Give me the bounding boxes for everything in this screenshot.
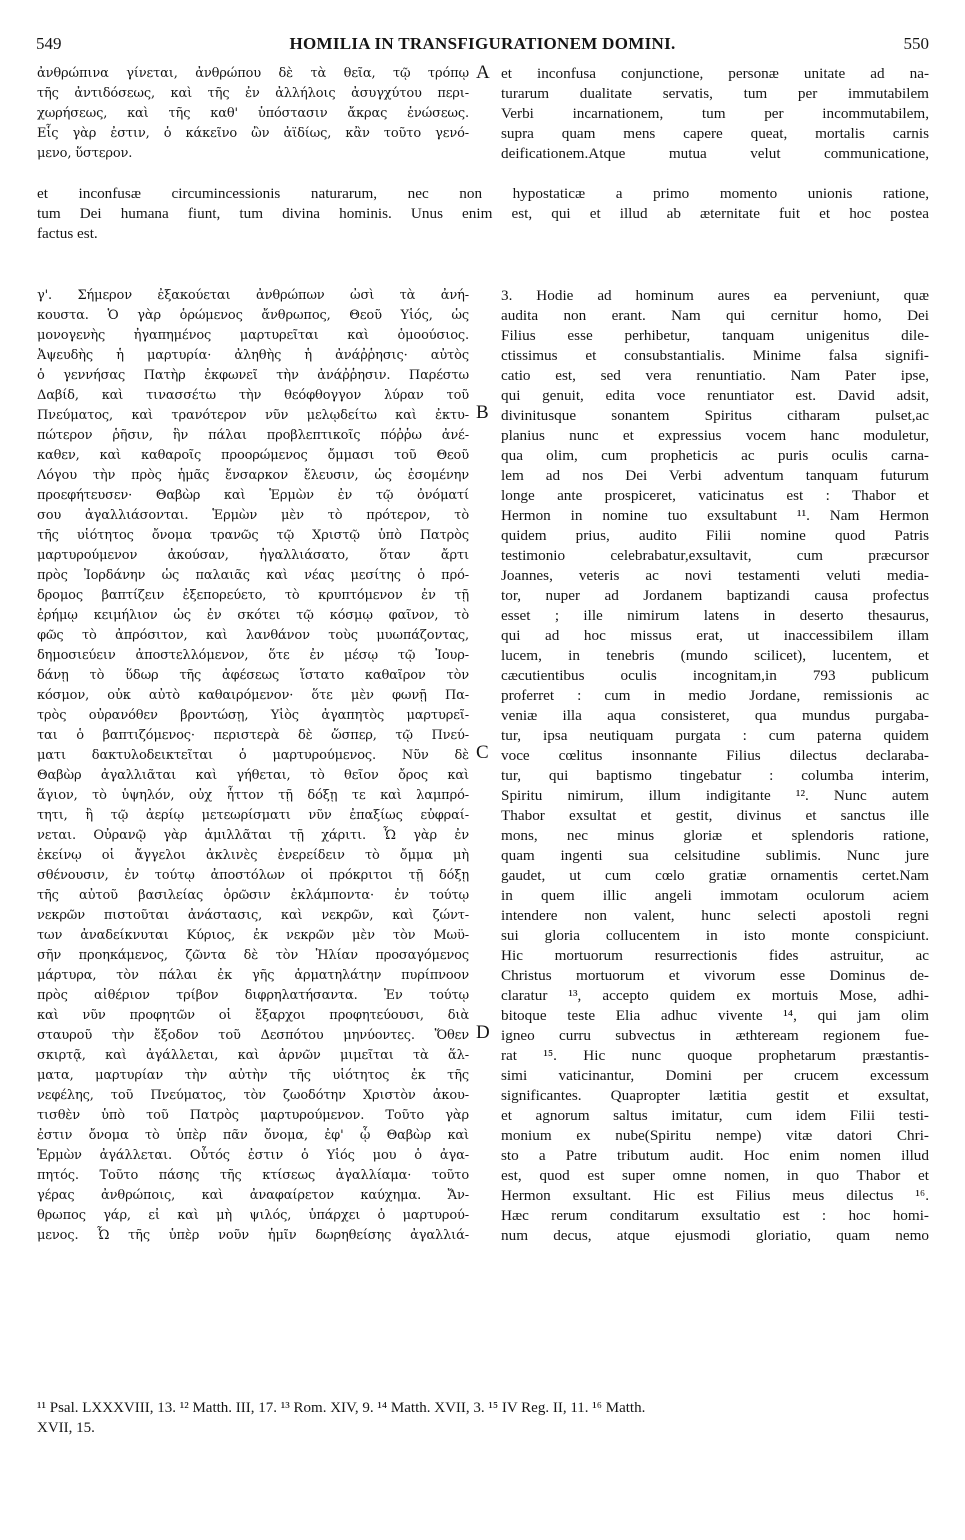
latin-line: deificationem.Atque mutua velut communicatione, <box>501 145 929 162</box>
greek-line: Εἷς γὰρ ἐστιν, ὁ κάκεῖνο ὢν ἀϊδίως, κἂν τοῦτο γενό- <box>37 126 469 141</box>
right-page-number: 550 <box>903 34 929 53</box>
latin-line: Verbi incarnationem, tum per incommutabilem, <box>501 105 929 122</box>
greek-line: πώτερον ῥῆσιν, ἣν πάλαι προβλεπτικοῖς πόῤῥω ἀνέ- <box>37 428 469 443</box>
latin-line: sto a Patre tributum audit. Hoc enim nomen illud <box>501 1147 929 1164</box>
greek-line: κουστα. Ὁ γὰρ ὁρώμενος ἄνθρωπος, Θεοῦ Υἱός, ὡς <box>37 308 469 323</box>
latin-column-main <box>501 286 929 1246</box>
greek-line: ματα, μαρτυρίαν τὴν αὐτὴν τῆς υἱότητος ἐκ τῆς <box>37 1068 469 1083</box>
page-title: HOMILIA IN TRANSFIGURATIONEM DOMINI. <box>289 34 676 53</box>
greek-line: πητός. Τοῦτο πάσης τῆς κτίσεως ἀγαλλίαμα· τοῦτο <box>37 1168 469 1183</box>
latin-line: tum Dei humana fiunt, tum divina hominis. Unus enim est, qui et illud ab æternitate fuit et hoc postea <box>37 205 929 222</box>
greek-line: ἐστιν ὄνομα τὸ ὑπὲρ πᾶν ὄνομα, ἐφ' ᾧ Θαβὼρ καὶ <box>37 1128 469 1143</box>
greek-line: φῶς τὸ ἀπρόσιτον, καὶ λανθάνον τοὺς μυωπάζοντας, <box>37 628 469 643</box>
latin-line: supra quam mens capere queat, mortalis carnis <box>501 125 929 142</box>
latin-line: mons, nec minus gloriæ et splendoris ratione, <box>501 827 929 844</box>
margin-marker-d: D <box>476 1022 490 1043</box>
greek-line: καθεν, καὶ καθαροῖς προορώμενος ὄμμασι τοῦ Θεοῦ <box>37 448 469 463</box>
margin-marker-a: A <box>476 62 490 83</box>
latin-line: monium ex nube(Spiritu nempe) vitæ datori Chri- <box>501 1127 929 1144</box>
latin-line: Hermon in nomine tuo exsultabunt ¹¹. Nam Hermon <box>501 507 929 524</box>
greek-line: νεται. Οὐρανῷ γὰρ ἁμιλλᾶται τῇ χάριτι. Ὧ γὰρ ἐν <box>37 828 469 843</box>
greek-line: νεφέλης, τοῦ Πνεύματος, τὸν ζωοδότην Χριστὸν ἀκου- <box>37 1088 469 1103</box>
greek-line: τῆς υἱότητος ὄνομα τρανῶς τῷ Χριστῷ ὑπὸ Πατρὸς <box>37 528 469 543</box>
greek-line: κόσμον, οὐκ αὐτὸ καθαιρόμενον· ὅτε μὲν φωνῇ Πα- <box>37 688 469 703</box>
latin-line: planius nunc et expressius vocem hanc moduletur, <box>501 427 929 444</box>
latin-line: igneo curru subvectus in æthteream regionem fue- <box>501 1027 929 1044</box>
latin-line: gaudet, ut cum cœlo gratiæ ornamentis certet.Nam <box>501 867 929 884</box>
latin-line: Joannes, veteris ac novi testamenti veluti media- <box>501 567 929 584</box>
latin-line: intendere non valent, hunc selecti apostoli regni <box>501 907 929 924</box>
latin-column-top <box>501 64 929 164</box>
greek-line: μαρτυρούμενον ἀκούσαν, ἠγαλλιάσατο, ὅταν ἄρτι <box>37 548 469 563</box>
margin-marker-c: C <box>476 742 489 763</box>
latin-line: Hermon exsultant. Hic est Filius meus dilectus ¹⁶. <box>501 1187 929 1204</box>
greek-line: πρὸς αἰθέριον τρίβον διφρηλατήσαντα. Ἐν τούτῳ <box>37 988 469 1003</box>
latin-line: voce cœlitus insonnante Filius dilectus declaraba- <box>501 747 929 764</box>
greek-line: χωρήσεως, καὶ τῆς καθ' ὑπόστασιν ἄκρας ἑνώσεως. <box>37 106 469 121</box>
greek-line: τητι, ἢ τῷ ἀερίῳ μετεωρίσματι νῦν ἐπαξίως εὐφραί- <box>37 808 469 823</box>
greek-line: σκιρτᾷ, καὶ ἀγάλλεται, καὶ ἀρνῶν μιμεῖται τὰ ἅλ- <box>37 1048 469 1063</box>
latin-line: turarum dualitate servatis, tum per immutabilem <box>501 85 929 102</box>
latin-line: lucem, in tenebris (mundo scilicet), lucentem, et <box>501 647 929 664</box>
greek-line: δρομος βαπτίζειν ἐξεπορεύετο, τὸ κρυπτόμενον ἐν τῇ <box>37 588 469 603</box>
greek-line: ἅγιον, τὸ ὑψηλόν, οὐχ ἧττον τῇ δόξῃ τε καὶ λαμπρό- <box>37 788 469 803</box>
greek-line: σῆν προηκάμενος, ζῶντα δὲ τὸν Ἠλίαν προσαγόμενος <box>37 948 469 963</box>
latin-line: quam ingenti sua celsitudine sublimis. Nunc jure <box>501 847 929 864</box>
latin-line: quidem prius, audito Filii nomine quod Patris <box>501 527 929 544</box>
greek-line: μενο, ὕστερον. <box>37 146 133 161</box>
latin-line: audita non erant. Nam qui cernitur homo, Dei <box>501 307 929 324</box>
latin-line: bitoque teste Elia adhuc vivente ¹⁴, qui jam olim <box>501 1007 929 1024</box>
greek-line: Πνεύματος, καὶ τρανότερον νῦν μελῳδείτω καὶ ἐκτυ- <box>37 408 469 423</box>
greek-line: μονογενὴς ἠγαπημένος μαρτυρεῖται καὶ ὁμοούσιος. <box>37 328 469 343</box>
greek-column-top <box>37 64 469 164</box>
greek-line: γέρας ἀνθρώποις, καὶ ἀναφαίρετον καύχημα. Ἄν- <box>37 1188 469 1203</box>
latin-line: Thabor exsultat et gestit, divinus et sanctus ille <box>501 807 929 824</box>
greek-line: σταυροῦ τὴν ἔξοδον τοῦ Δεσπότου μηνύοντες. Ὅθεν <box>37 1028 469 1043</box>
latin-line: num decus, atque ejusmodi gloriatio, quam nemo <box>501 1227 929 1244</box>
latin-line: cæcutientibus oculis incognitam,in 793 publicum <box>501 667 929 684</box>
greek-line: Ἀψευδὴς ἡ μαρτυρία· ἀληθὴς ἡ ἀνάῤῥησις· αὐτὸς <box>37 348 469 363</box>
greek-line: τῆς ἀντιδόσεως, καὶ τῆς ἐν ἀλλήλοις ἀσυγχύτου περι- <box>37 86 469 101</box>
greek-line: ἀνθρώπινα γίνεται, ἀνθρώπου δὲ τὰ θεῖα, τῷ τρόπῳ <box>37 66 469 81</box>
greek-line: ματι δακτυλοδεικτεῖται ὁ μαρτυρούμενος. Νῦν δὲ <box>37 748 469 763</box>
greek-line: Δαβίδ, καὶ τινασσέτω τὴν θεόφθογγον λύραν τοῦ <box>37 388 469 403</box>
greek-line: των ἀναδείκνυται Κύριος, ἐκ νεκρῶν μὲν τὸν Μωϋ- <box>37 928 469 943</box>
latin-line: et agnorum saltus imitatur, cum idem Filii testi- <box>501 1107 929 1124</box>
greek-line: νεκρῶν πιστοῦται ἀνάστασις, καὶ νεκρῶν, καὶ ζώντ- <box>37 908 469 923</box>
latin-line: Christus mortuorum et vivorum esse Dominus de- <box>501 967 929 984</box>
latin-line: factus est. <box>37 225 98 242</box>
latin-line: longe ante prospiceret, vaticinatus est : Thabor et <box>501 487 929 504</box>
footnotes <box>37 1398 929 1438</box>
latin-line: lem ad nos Dei Verbi adventum tanquam futurum <box>501 467 929 484</box>
footnote-line: XVII, 15. <box>37 1420 95 1436</box>
greek-line: δημοσιεύειν ἀποστελλόμενον, ὅτε ἐν μέσῳ τῷ Ἰουρ- <box>37 648 469 663</box>
latin-line: tur, ipsa neutiquam purgata : cum paterna quidem <box>501 727 929 744</box>
latin-line: et inconfusa conjunctione, personæ unitate ad na- <box>501 65 929 82</box>
greek-line: πρὸς Ἰορδάνην ὡς παλαιᾶς καὶ νέας μεσίτης ὁ πρό- <box>37 568 469 583</box>
greek-column-main <box>37 286 469 1246</box>
latin-line: Spiritu nimirum, illum indigitante ¹². Nunc autem <box>501 787 929 804</box>
latin-line: proferret : cum in medio Jordane, remissionis ac <box>501 687 929 704</box>
greek-line: Λόγου τὴν πρὸς ἡμᾶς ἔνσαρκον ἔλευσιν, ὡς ἐσομένην <box>37 468 469 483</box>
latin-line: tor, nuper ad Jordanem baptizandi causa profectus <box>501 587 929 604</box>
latin-line: significantes. Quapropter lætitia gestit et exsultat, <box>501 1087 929 1104</box>
latin-line: ctissimus et consubstantialis. Minime falsa signifi- <box>501 347 929 364</box>
greek-line: προεφήτευσεν· Θαβὼρ καὶ Ἑρμὼν ἐν τῷ ὀνόματί <box>37 488 469 503</box>
greek-line: ἐρήμῳ κειμήλιον ὡς ἐν σκότει τῷ κόσμῳ φαῖνον, τὸ <box>37 608 469 623</box>
latin-line: simi vaticinantur, Domini per crucem excessum <box>501 1067 929 1084</box>
greek-line: ται ὁ βαπτιζόμενος· περιστερὰ δὲ ὥσπερ, τῷ Πνεύ- <box>37 728 469 743</box>
latin-line: in quem illic angeli immotam oculorum aciem <box>501 887 929 904</box>
latin-line: esset ; ille nimirum latens in deserto thesaurus, <box>501 607 929 624</box>
latin-line: qui genuit, edita voce renuntiator est. David adsit, <box>501 387 929 404</box>
greek-line: μάρτυρα, τὸν πάλαι ἐκ γῆς ἁρματηλάτην πυρίπνοον <box>37 968 469 983</box>
greek-line: καὶ νῦν προφητῶν οἱ ἔξαρχοι προφητεύουσι, διὰ <box>37 1008 469 1023</box>
greek-line: σθένουσιν, ἐν τούτῳ ἀποστόλων οἱ πρόκριτοι τῇ δόξῃ <box>37 868 469 883</box>
latin-full-width-paragraph <box>37 184 929 244</box>
latin-line: qui ad hoc missus erat, ut inaccessibilem illam <box>501 627 929 644</box>
greek-line: Ἑρμὼν ἀγάλλεται. Οὗτός ἐστιν ὁ Υἱός μου ὁ ἀγα- <box>37 1148 469 1163</box>
greek-line: ὁ γεννήσας Πατὴρ ἐκφωνεῖ τὴν ἀνάῤῥησιν. Παρέστω <box>37 368 469 383</box>
latin-line: catio est, sed vera renuntiatio. Nam Pater ipse, <box>501 367 929 384</box>
greek-line: σου ἀγαλλιάσονται. Ἑρμὼν μὲν τὸ πρότερον, τὸ <box>37 508 469 523</box>
latin-line: testimonio celebrabatur,exsultavit, cum præcursor <box>501 547 929 564</box>
greek-line: δάνῃ τὸ ὕδωρ τῆς ἀφέσεως ἵστατο καθαῖρον τὸν <box>37 668 469 683</box>
greek-line: μενος. Ὦ τῆς ὑπὲρ νοῦν ἡμῖν δωρηθείσης ἀγαλλιά- <box>37 1228 469 1243</box>
greek-line: ἐκείνῳ οἱ ἄγγελοι ἀκλινὲς ἐνερείδειν τὸ ὄμμα μὴ <box>37 848 469 863</box>
running-head <box>36 34 929 60</box>
latin-line: Hic mortuorum resurrectionis fides astruitur, ac <box>501 947 929 964</box>
latin-line: claratur ¹³, accepto quidem ex mortuis Mose, adhi- <box>501 987 929 1004</box>
greek-line: τρὸς οὐρανόθεν βροντώσῃ, Υἱὸς ἀγαπητὸς μαρτυρεῖ- <box>37 708 469 723</box>
latin-line: divinitusque sonantem Spiritus citharam pulset,ac <box>501 407 929 424</box>
latin-line: rat ¹⁵. Hic nunc quoque prophetarum præstantis- <box>501 1047 929 1064</box>
greek-line: Θαβὼρ ἀγαλλιᾶται καὶ γήθεται, τὸ θεῖον ὄρος καὶ <box>37 768 469 783</box>
left-page-number: 549 <box>36 34 62 53</box>
latin-line: 3. Hodie ad hominum aures ea perveniunt, quæ <box>501 287 929 304</box>
latin-line: tur, qui baptismo tingebatur : columba interim, <box>501 767 929 784</box>
footnote-line: ¹¹ Psal. LXXXVIII, 13. ¹² Matth. III, 17. ¹³ Rom. XIV, 9. ¹⁴ Matth. XVII, 3. ¹⁵ IV Reg. II, 11. ¹⁶ Matth. <box>37 1400 646 1416</box>
greek-line: γ'. Σήμερον ἐξακούεται ἀνθρώπων ὠσὶ τὰ ἀνή- <box>37 288 469 303</box>
latin-line: sui gloria collucentem in isto monte conspiciunt. <box>501 927 929 944</box>
latin-line: Filius esse perhibetur, tanquam unigenitus dile- <box>501 327 929 344</box>
latin-line: est, quod est super omne nomen, in quo Thabor et <box>501 1167 929 1184</box>
latin-line: qua olim, cum propheticis ac puris oculis carna- <box>501 447 929 464</box>
latin-line: et inconfusæ circumincessionis naturarum, nec non hypostaticæ a primo momento unionis ratione, <box>37 185 929 202</box>
greek-line: τῆς αὐτοῦ βασιλείας ὁρῶσιν ἐκλάμποντα· ἐν τούτῳ <box>37 888 469 903</box>
latin-line: veniæ illa aqua consisteret, qua mundus purgaba- <box>501 707 929 724</box>
greek-line: τισθὲν ὑπὸ τοῦ Πατρὸς μαρτυρούμενον. Τοῦτο γὰρ <box>37 1108 469 1123</box>
margin-marker-b: B <box>476 402 489 423</box>
greek-line: θρωπος γάρ, εἰ καὶ μὴ ψιλός, ὑπάρχει ὁ μαρτυρού- <box>37 1208 469 1223</box>
latin-line: Hæc rerum conditarum exsultatio est : hoc homi- <box>501 1207 929 1224</box>
